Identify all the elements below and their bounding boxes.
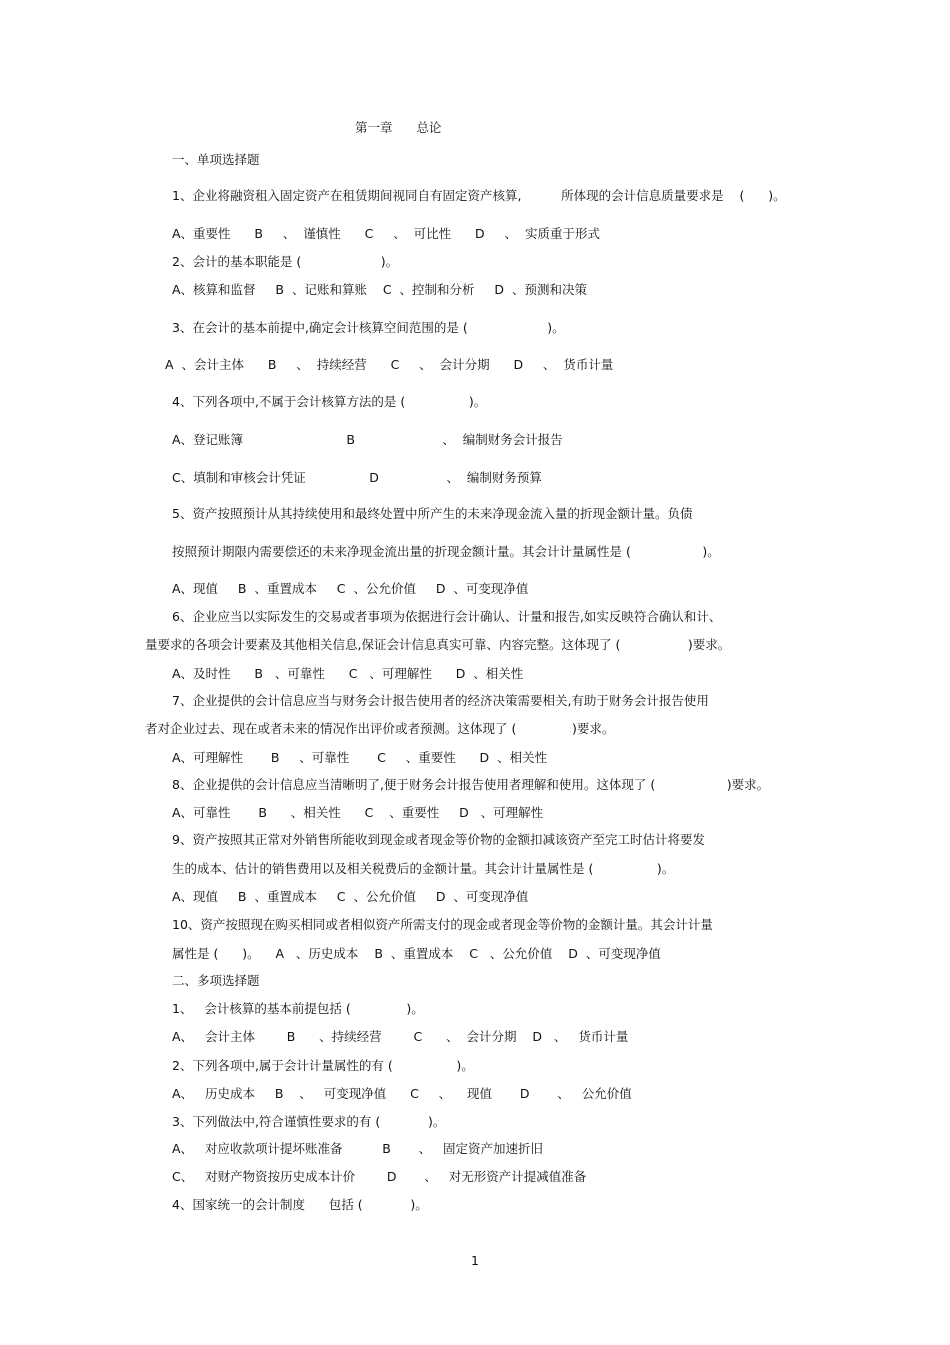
question-line: 者对企业过去、现在或者未来的情况作出评价或者预测。这体现了 ( )要求。 — [145, 721, 615, 736]
question-line: 1、 会计核算的基本前提包括 ( )。 — [172, 1001, 424, 1016]
option-line: C、填制和审核会计凭证 D 、 编制财务预算 — [172, 470, 542, 485]
section-heading-single-choice: 一、单项选择题 — [172, 152, 260, 167]
question-line: 5、资产按照预计从其持续使用和最终处置中所产生的未来净现金流入量的折现金额计量。负债 — [172, 506, 693, 521]
option-line: A、现值 B 、重置成本 C 、公允价值 D 、可变现净值 — [172, 889, 529, 904]
option-line: A、 会计主体 B 、持续经营 C 、 会计分期 D 、 货币计量 — [172, 1029, 629, 1044]
question-line: 按照预计期限内需要偿还的未来净现金流出量的折现金额计量。其会计计量属性是 ( )。 — [172, 544, 720, 559]
option-line: A、现值 B 、重置成本 C 、公允价值 D 、可变现净值 — [172, 581, 529, 596]
question-line: 3、下列做法中,符合谨慎性要求的有 ( )。 — [172, 1114, 446, 1129]
chapter-title: 第一章 总论 — [355, 120, 442, 135]
question-line: 6、企业应当以实际发生的交易或者事项为依据进行会计确认、计量和报告,如实反映符合确认和计、 — [172, 609, 722, 624]
section-heading-multiple-choice: 二、多项选择题 — [172, 973, 260, 988]
option-line: A、 历史成本 B 、 可变现净值 C 、 现值 D 、 公允价值 — [172, 1086, 632, 1101]
option-line: A、及时性 B 、可靠性 C 、可理解性 D 、相关性 — [172, 666, 524, 681]
question-line: 1、企业将融资租入固定资产在租赁期间视同自有固定资产核算, 所体现的会计信息质量要求是 ( )。 — [172, 188, 786, 203]
option-line: A、核算和监督 B 、记账和算账 C 、控制和分析 D 、预测和决策 — [172, 282, 587, 297]
option-line: A、重要性 B 、 谨慎性 C 、 可比性 D 、 实质重于形式 — [172, 226, 600, 241]
question-line: 4、下列各项中,不属于会计核算方法的是 ( )。 — [172, 394, 487, 409]
option-line: A 、会计主体 B 、 持续经营 C 、 会计分期 D 、 货币计量 — [165, 357, 614, 372]
option-line: A、 对应收款项计提坏账准备 B 、 固定资产加速折旧 — [172, 1141, 544, 1156]
question-line: 4、国家统一的会计制度 包括 ( )。 — [172, 1197, 428, 1212]
question-line: 10、资产按照现在购买相同或者相似资产所需支付的现金或者现金等价物的金额计量。其会计计量 — [172, 917, 713, 932]
option-line: C、 对财产物资按历史成本计价 D 、 对无形资产计提减值准备 — [172, 1169, 587, 1184]
question-line: 9、资产按照其正常对外销售所能收到现金或者现金等价物的金额扣减该资产至完工时估计将要发 — [172, 832, 705, 847]
question-line: 量要求的各项会计要素及其他相关信息,保证会计信息真实可靠、内容完整。这体现了 ( )要求。 — [145, 637, 731, 652]
option-line: A、登记账簿 B 、 编制财务会计报告 — [172, 432, 563, 447]
question-line: 属性是 ( )。 A 、历史成本 B 、重置成本 C 、公允价值 D 、可变现净值 — [172, 946, 661, 961]
page-number: 1 — [471, 1253, 479, 1268]
question-line: 7、企业提供的会计信息应当与财务会计报告使用者的经济决策需要相关,有助于财务会计报告使用 — [172, 693, 709, 708]
question-line: 2、会计的基本职能是 ( )。 — [172, 254, 399, 269]
question-line: 2、下列各项中,属于会计计量属性的有 ( )。 — [172, 1058, 474, 1073]
question-line: 生的成本、估计的销售费用以及相关税费后的金额计量。其会计计量属性是 ( )。 — [172, 861, 675, 876]
question-line: 3、在会计的基本前提中,确定会计核算空间范围的是 ( )。 — [172, 320, 565, 335]
option-line: A、可理解性 B 、可靠性 C 、重要性 D 、相关性 — [172, 750, 548, 765]
question-line: 8、企业提供的会计信息应当清晰明了,便于财务会计报告使用者理解和使用。这体现了 ( )要求。 — [172, 777, 770, 792]
option-line: A、可靠性 B 、相关性 C 、重要性 D 、可理解性 — [172, 805, 544, 820]
